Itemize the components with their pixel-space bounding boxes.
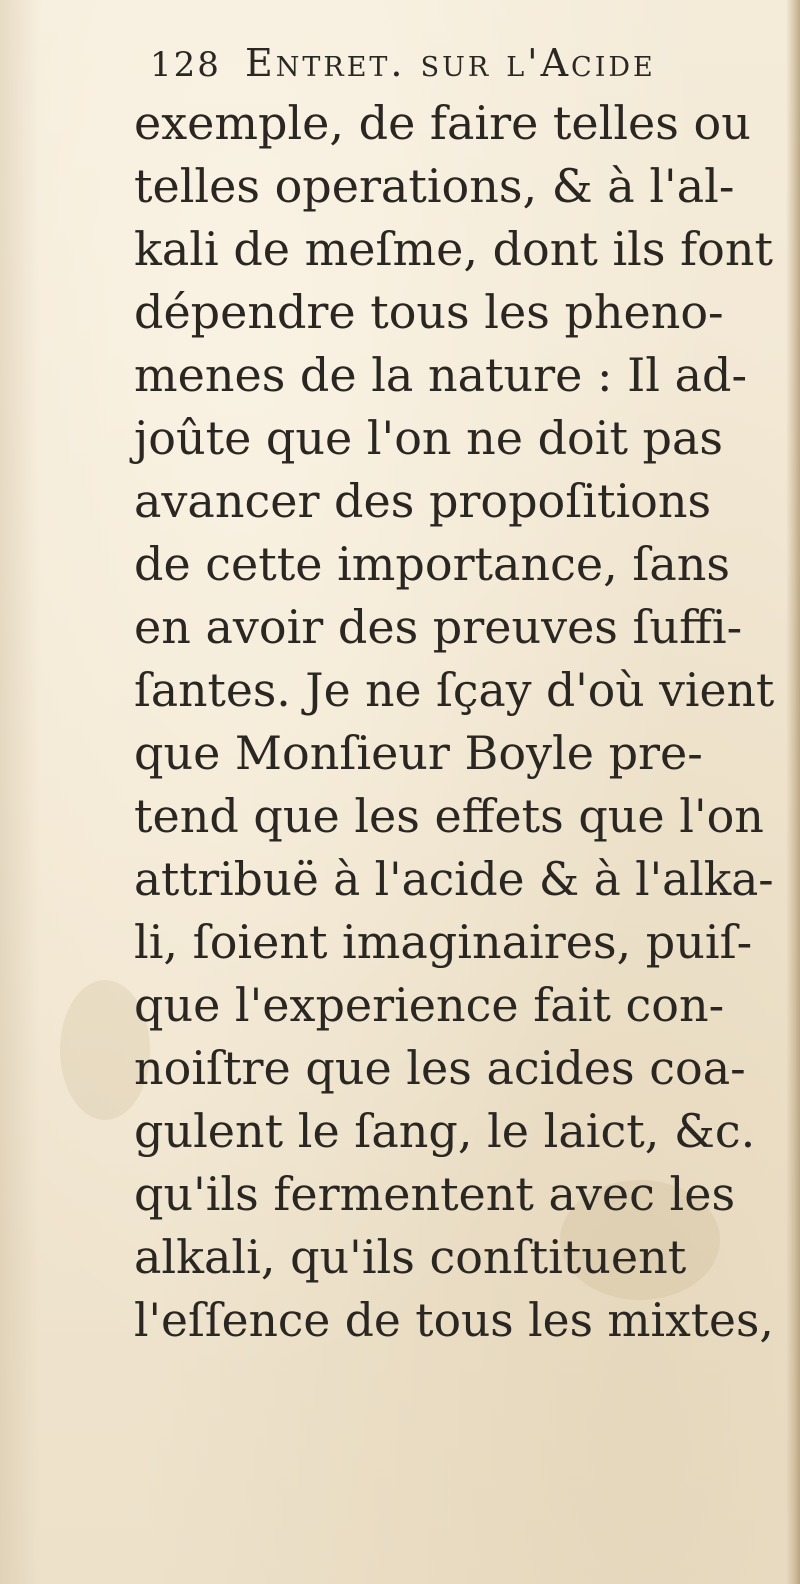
text-line: avancer des propoſitions: [134, 474, 712, 528]
text-line: noiſtre que les acides coa-: [134, 1041, 746, 1095]
body-text: [134, 92, 774, 1352]
text-line: attribuë à l'acide & à l'alka-: [134, 852, 774, 906]
gutter-shadow: [0, 0, 40, 1584]
running-header: [150, 34, 780, 92]
text-line: tend que les effets que l'on: [134, 789, 764, 843]
text-line: joûte que l'on ne doit pas: [134, 411, 724, 465]
text-line: alkali, qu'ils conſtituent: [134, 1230, 687, 1284]
text-line: li, ſoient imaginaires, puiſ-: [134, 915, 753, 969]
text-line: en avoir des preuves ſuffi-: [134, 600, 743, 654]
text-line: telles operations, & à l'al-: [134, 159, 735, 213]
text-line: de cette importance, ſans: [134, 537, 731, 591]
text-line: qu'ils fermentent avec les: [134, 1167, 736, 1221]
text-line: dépendre tous les pheno-: [134, 285, 724, 339]
text-line: gulent le ſang, le laict, &c.: [134, 1104, 756, 1158]
text-line: menes de la nature : Il ad-: [134, 348, 748, 402]
text-line: que l'experience fait con-: [134, 978, 725, 1032]
running-title: Entret. sur l'Acide: [245, 41, 656, 85]
text-line: l'eſſence de tous les mixtes,: [134, 1293, 774, 1347]
text-line: ſantes. Je ne ſçay d'où vient: [134, 663, 775, 717]
text-line: exemple, de faire telles ou: [134, 96, 751, 150]
text-line: kali de meſme, dont ils font: [134, 222, 773, 276]
text-line: que Monſieur Boyle pre-: [134, 726, 703, 780]
page-number: 128: [150, 45, 221, 85]
page-edge: [786, 0, 800, 1584]
